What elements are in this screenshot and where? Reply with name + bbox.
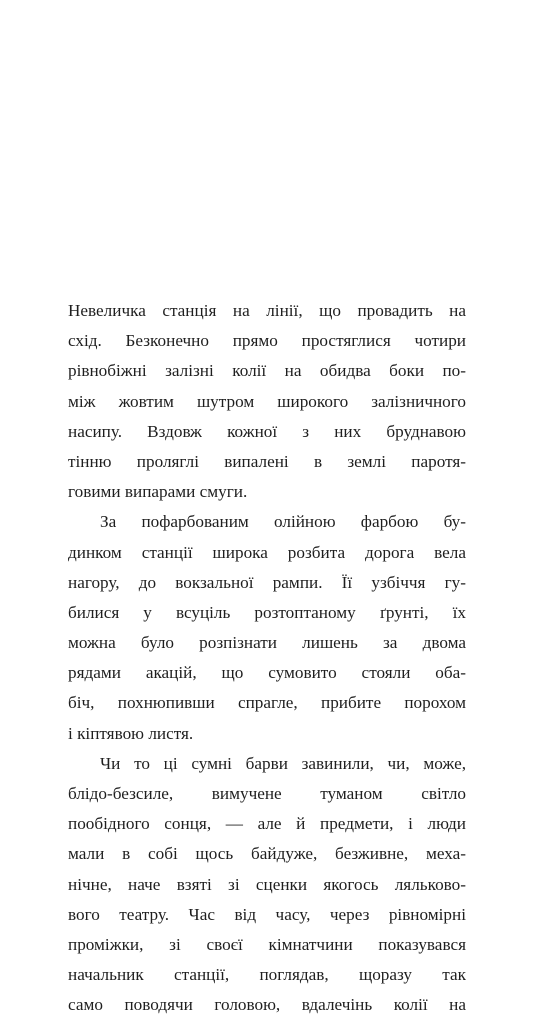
text-line: рівнобіжні залізні колії на обидва боки по- [68, 361, 466, 381]
text-line: рядами акацій, що сумовито стояли оба- [68, 663, 466, 683]
paragraph-start-line: Чи то ці сумні барви завинили, чи, може, [100, 753, 466, 773]
text-line: само поводячи головою, вдалечінь колії на [68, 995, 466, 1015]
text-line: динком станції широка розбита дорога вела [68, 542, 466, 562]
text-line: і кіптявою листя. [68, 723, 194, 743]
text-line: говими випарами смуги. [68, 482, 248, 502]
text-line: вого театру. Час від часу, через рівномірні [68, 904, 466, 924]
text-line: схід. Безконечно прямо простяглися чотири [68, 331, 466, 351]
text-line: біч, похнюпивши спрагле, прибите порохом [68, 693, 466, 713]
text-line: блідо-безсиле, вимучене туманом світло [68, 784, 466, 803]
text-line: пообідного сонця, — але й предмети, і люди [68, 814, 466, 834]
text-line: між жовтим шутром широкого залізничного [68, 391, 466, 411]
text-line: нагору, до вокзальної рампи. Її узбіччя гу- [68, 572, 466, 592]
text-line: билися у всуціль розтоптаному ґрунті, їх [68, 602, 466, 622]
text-line: насипу. Вздовж кожної з них бруднавою [68, 421, 466, 441]
text-line: нічне, наче взяті зі сценки якогось ляльково- [68, 874, 466, 894]
body-text [68, 296, 466, 1021]
text-line: можна було розпізнати лишень за двома [68, 633, 466, 653]
text-line: начальник станції, поглядав, щоразу так [68, 965, 466, 985]
text-line: Невеличка станція на лінії, що провадить на [68, 301, 466, 320]
text-line: мали в собі щось байдуже, безживне, меха- [68, 844, 466, 864]
text-line: проміжки, зі своєї кімнатчини показувався [68, 934, 466, 954]
text-line: тінню проляглі випалені в землі паротя- [68, 451, 466, 471]
paragraph-start-line: За пофарбованим олійною фарбою бу- [100, 512, 466, 532]
